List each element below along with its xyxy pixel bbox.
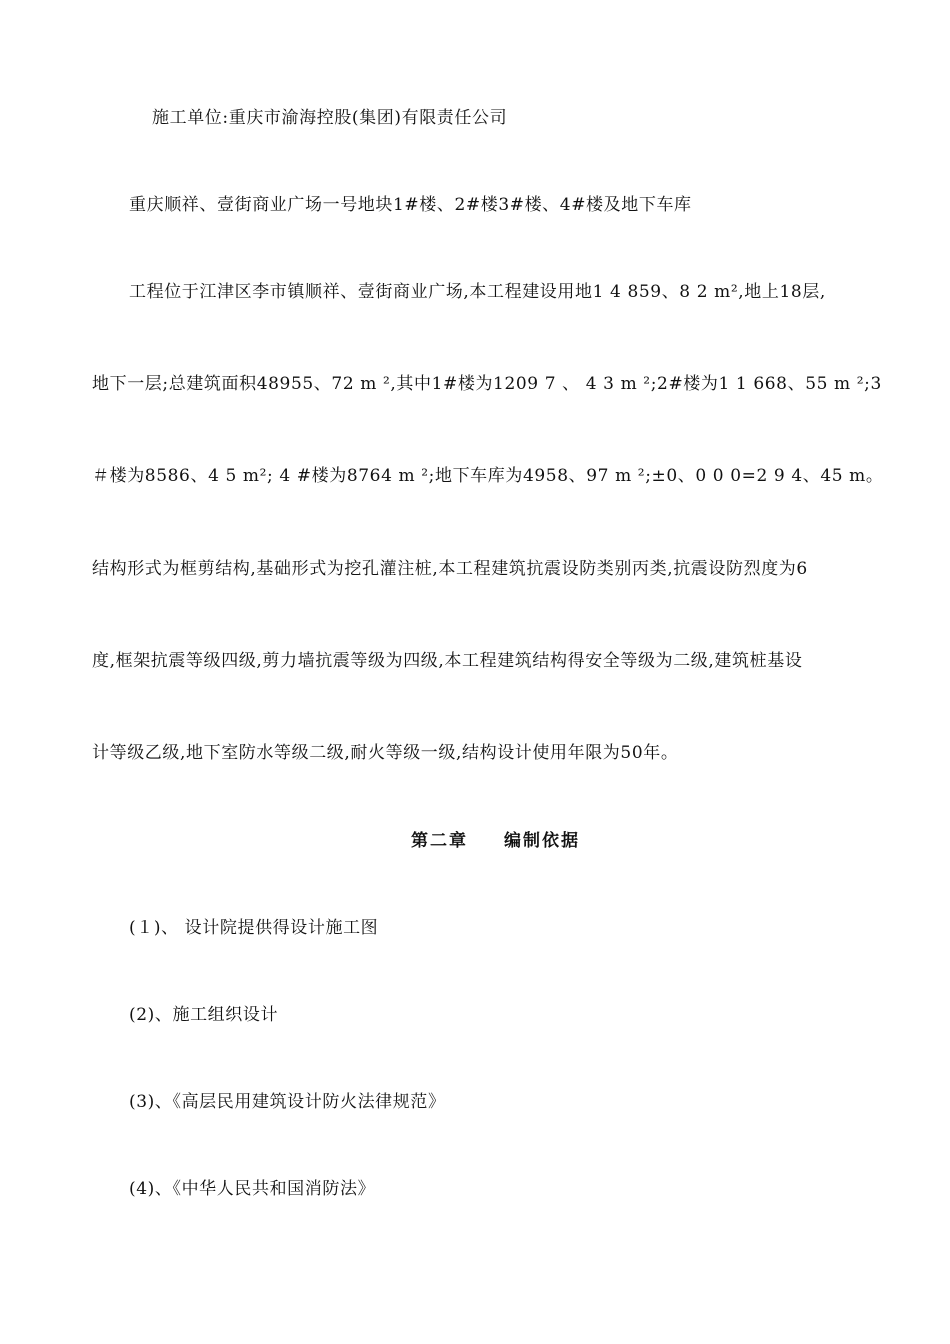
basis-item-1: (１)、 设计院提供得设计施工图 (129, 918, 379, 938)
overview-line-3: ＃楼为8586、4 5 m²; 4 #楼为8764 m ²;地下车库为4958、97 m ²;±0、0 0 0=2 9 4、45 m。 (92, 466, 884, 486)
overview-line-5: 度,框架抗震等级四级,剪力墙抗震等级为四级,本工程建筑结构得安全等级为二级,建筑桩基设 (92, 651, 803, 671)
basis-item-4: (4)、《中华人民共和国消防法》 (129, 1179, 376, 1199)
overview-line-2: 地下一层;总建筑面积48955、72 m ²,其中1#楼为1209 7 、 4 3 m ²;2#楼为1 1 668、55 m ²;3 (92, 374, 882, 394)
basis-item-2: (2)、施工组织设计 (129, 1005, 279, 1025)
project-name-line: 重庆顺祥、壹街商业广场一号地块1#楼、2#楼3#楼、4#楼及地下车库 (129, 195, 692, 215)
overview-line-1: 工程位于江津区李市镇顺祥、壹街商业广场,本工程建设用地1 4 859、8 2 m²,地上18层, (129, 282, 826, 302)
overview-line-4: 结构形式为框剪结构,基础形式为挖孔灌注桩,本工程建筑抗震设防类别丙类,抗震设防烈度为6 (92, 559, 808, 579)
basis-item-3: (3)、《高层民用建筑设计防火法律规范》 (129, 1092, 446, 1112)
chapter-heading (411, 829, 580, 853)
chapter-number: 第二章 (411, 831, 468, 851)
overview-line-6: 计等级乙级,地下室防水等级二级,耐火等级一级,结构设计使用年限为50年。 (92, 743, 679, 763)
chapter-title: 编制依据 (504, 831, 580, 851)
construction-unit-line: 施工单位:重庆市渝海控股(集团)有限责任公司 (152, 108, 508, 128)
